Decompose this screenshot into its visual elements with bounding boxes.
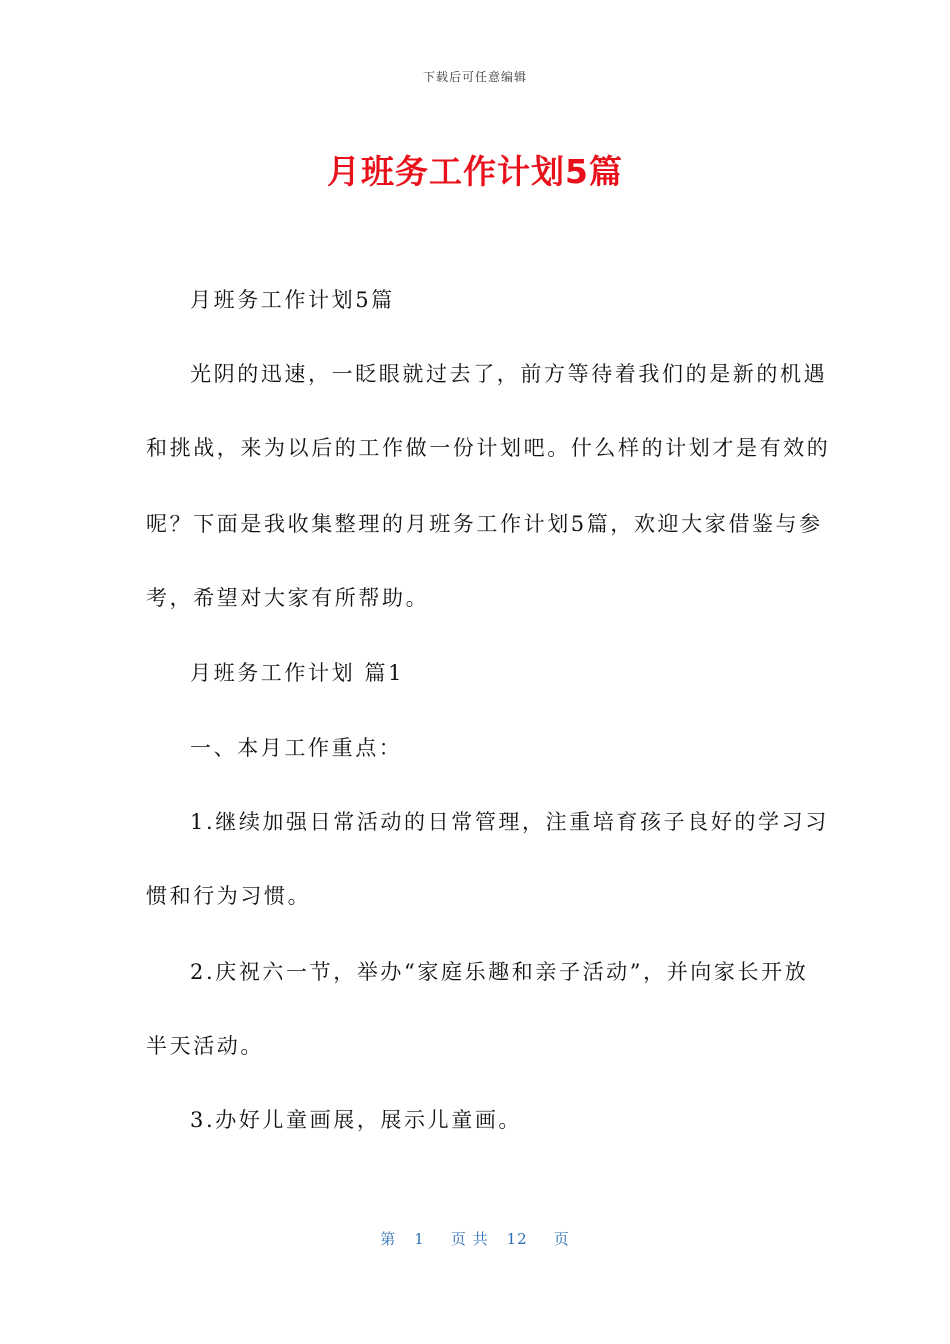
header-note: 下载后可任意编辑	[422, 70, 527, 84]
paragraph-line: 考，希望对大家有所帮助。	[146, 586, 430, 610]
paragraph-line: 呢？下面是我收集整理的月班务工作计划5篇，欢迎大家借鉴与参	[146, 512, 823, 536]
page-number-footer	[0, 1228, 950, 1249]
page-middle: 页 共	[450, 1230, 489, 1248]
subsection-heading: 一、本月工作重点：	[190, 736, 403, 760]
page-prefix: 第	[380, 1230, 397, 1248]
list-item-line: 半天活动。	[146, 1034, 264, 1058]
list-item-line: 1.继续加强日常活动的日常管理，注重培育孩子良好的学习习	[190, 810, 829, 834]
section-heading: 月班务工作计划 篇1	[190, 661, 405, 685]
document-title: 月班务工作计划5篇	[327, 152, 623, 191]
paragraph-line: 光阴的迅速，一眨眼就过去了，前方等待着我们的是新的机遇	[190, 362, 828, 386]
list-item-line: 2.庆祝六一节，举办“家庭乐趣和亲子活动”，并向家长开放	[190, 960, 809, 984]
list-item-line: 3.办好儿童画展，展示儿童画。	[190, 1108, 523, 1132]
paragraph-subtitle: 月班务工作计划5篇	[190, 288, 395, 312]
page-suffix: 页	[553, 1230, 570, 1248]
page-current: 1	[414, 1230, 425, 1248]
list-item-line: 惯和行为习惯。	[146, 884, 312, 908]
paragraph-line: 和挑战，来为以后的工作做一份计划吧。什么样的计划才是有效的	[146, 436, 831, 460]
page-total: 12	[506, 1230, 528, 1248]
